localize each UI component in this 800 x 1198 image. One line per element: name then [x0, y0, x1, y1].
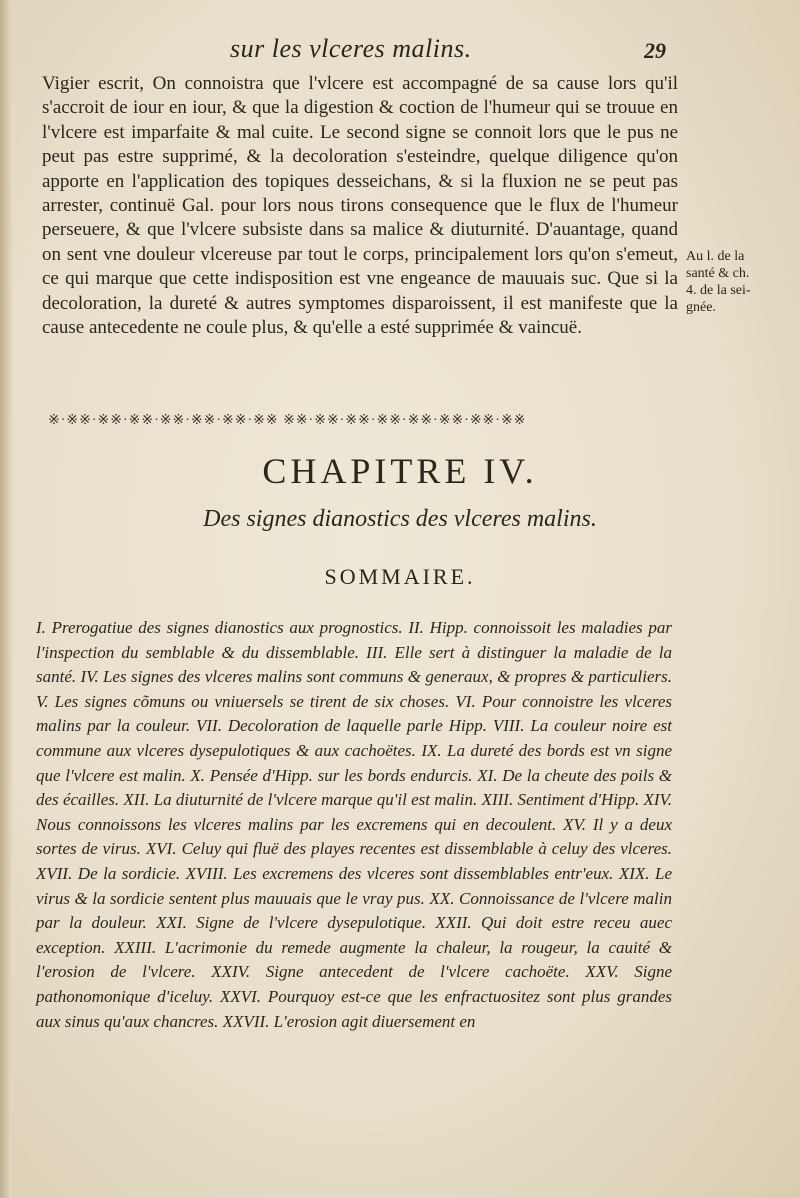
page-gutter — [0, 0, 12, 1198]
margin-note-line: santé & ch. — [686, 266, 750, 281]
ornament-band: ※·※※·※※·※※·※※·※※·※※·※※ ※※·※※·※※·※※·※※·※※·※※·※※ — [48, 413, 527, 428]
margin-note-line: Au l. de la — [686, 249, 745, 264]
margin-note-line: gnée. — [686, 300, 716, 315]
running-head: sur les vlceres malins. — [230, 34, 472, 63]
summary-text — [36, 616, 672, 1034]
body-text — [42, 72, 678, 340]
summary-paragraph: I. Prerogatiue des signes dianostics aux prognostics. II. Hipp. connoissoit les maladies par l'inspection du semblable & du dissemblable. III. Elle sert à distinguer la maladie de la santé. IV. Les signes des vlceres malins sont communs & generaux, & propres & particuliers. V. Les signes cõmuns ou vniuersels se tirent de six choses. VI. Pour connoistre les vlceres malins par la couleur. VII. Decoloration de laquelle parle Hipp. VIII. La couleur noire est commune aux vlceres dysepulotiques & aux cachoëtes. IX. La dureté des bords est vn signe que l'vlcere est malin. X. Pensée d'Hipp. sur les bords endurcis. XI. De la cheute des poils & des écailles. XII. La diuturnité de l'vlcere marque qu'il est malin. XIII. Sentiment d'Hipp. XIV. Nous connoissons les vlceres malins par les excremens qui en decoulent. XV. Il y a deux sortes de virus. XVI. Celuy qui fluë des playes recentes est dissemblable à celuy des vlceres. XVII. De la sordicie. XVIII. Les excremens des vlceres sont dissemblables entr'eux. XIX. Le virus & la sordicie sentent plus mauuais que le vray pus. XX. Connoissance de l'vlcere malin par la douleur. XXI. Signe de l'vlcere dysepulotique. XXII. Qui doit estre receu auec exception. XXIII. L'acrimonie du remede augmente la chaleur, la rougeur, la cauité & l'erosion de l'vlcere. XXIV. Signe antecedent de l'vlcere cachoëte. XXV. Signe pathonomonique d'iceluy. XXVI. Pourquoy est-ce que les enfractuositez sont plus grandes aux sinus qu'aux chancres. XXVII. L'erosion agit diuersement en — [36, 618, 672, 1031]
margin-note-line: 4. de la sei- — [686, 283, 751, 298]
chapter-subtitle: Des signes dianostics des vlceres malins. — [203, 506, 597, 532]
summary-heading: SOMMAIRE. — [324, 564, 476, 589]
chapter-title: CHAPITRE IV. — [262, 451, 538, 491]
page-number: 29 — [644, 38, 666, 63]
body-paragraph: Vigier escrit, On connoistra que l'vlcere est accompagné de sa cause lors qu'il s'accroit de iour en iour, & que la digestion & coction de l'humeur qui se trouue en l'vlcere est imparfaite & mal cuite. Le second signe se connoit lors que le pus ne peut pas estre supprimé, & la decoloration s'esteindre, quelque diligence qu'on apporte en l'application des topiques desseichans, & si la fluxion ne se peut pas arrester, continuë Gal. pour lors nous tirons consequence que le flux de l'humeur perseuere, & que l'vlcere subsiste dans sa malice & diuturnité. D'auantage, quand on sent vne douleur vlcereuse par tout le corps, principalement lors qu'on s'emeut, ce qui marque que cette indisposition est vne engeance de mauuais suc. Que si la decoloration, la dureté & autres symptomes disparoissent, il est manifeste que la cause antecedente ne coule plus, & qu'elle a esté supprimée & vaincuë. — [42, 73, 678, 339]
margin-note — [686, 248, 790, 316]
